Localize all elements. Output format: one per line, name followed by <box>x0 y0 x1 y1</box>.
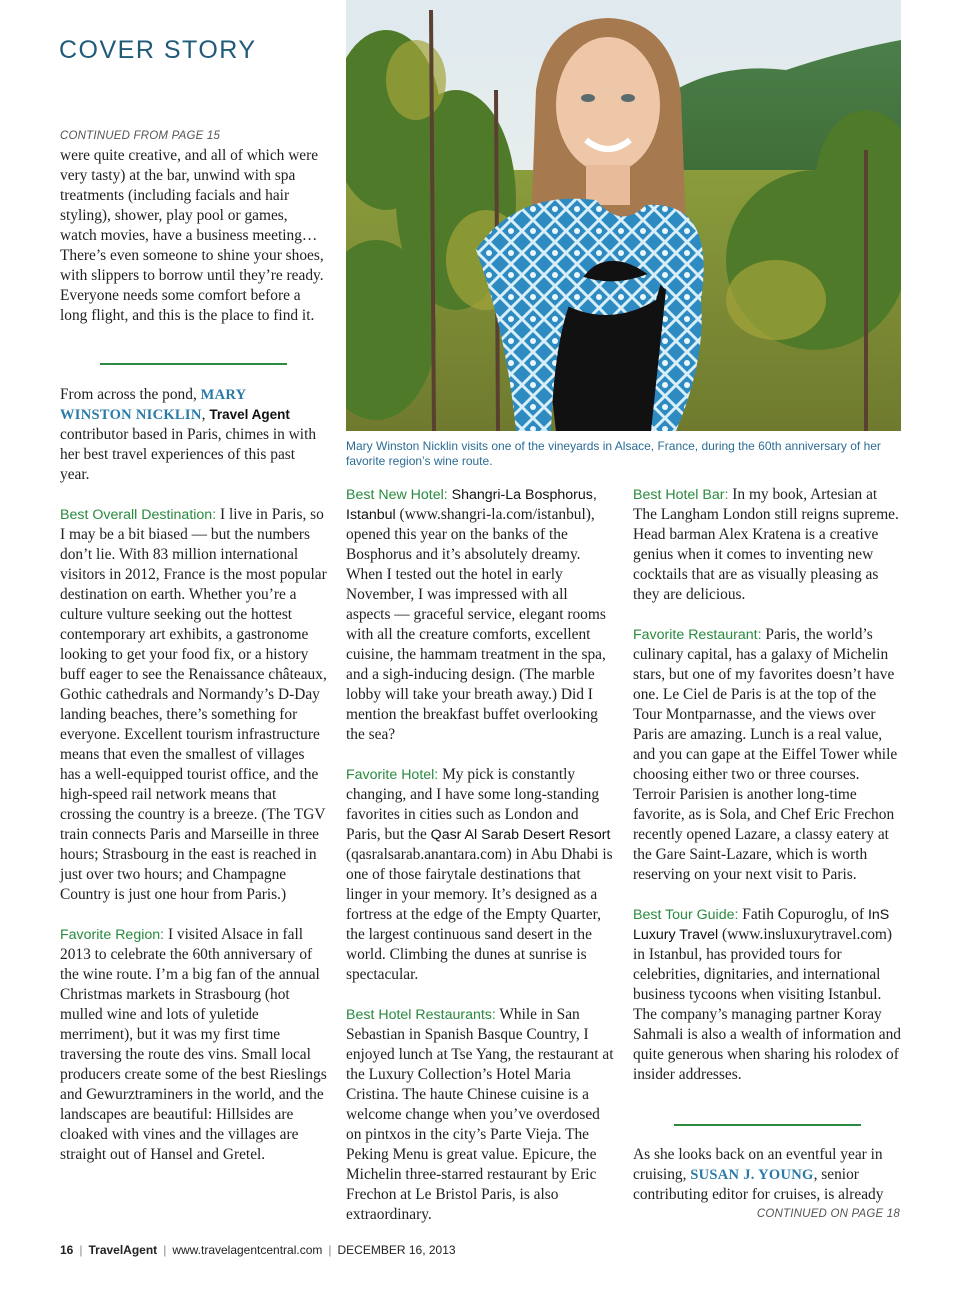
subhead: Best Hotel Bar: <box>633 487 729 503</box>
subhead: Best Hotel Restaurants: <box>346 1007 496 1023</box>
best-tour-guide: Best Tour Guide: Fatih Copuroglu, of InS Luxury Travel (www.insluxurytravel.com) in Istanbul, has provided tours for celebrities, dignitaries, and international business tycoons when visiting Istanbul. The company’s managing partner Koray Sahmali is also a wealth of information and quite generous when sharing his rolodex of insider addresses. <box>633 906 901 1083</box>
nicklin-intro: From across the pond, MARY WINSTON NICKLIN, Travel Agent contributor based in Paris, chimes in with her best travel experiences of this past year. <box>60 386 317 483</box>
subhead: Favorite Region: <box>60 927 165 943</box>
section-divider <box>100 363 287 365</box>
author-name: SUSAN J. YOUNG <box>690 1167 814 1183</box>
brand-name: Travel Agent <box>209 407 290 422</box>
best-hotel-bar: Best Hotel Bar: In my book, Artesian at The Langham London still reigns supreme. Head barman Alex Kratena is a creative genius when it comes to inventing new cocktails that are as visually pleasing as they are delicious. <box>633 486 899 603</box>
favorite-restaurant: Favorite Restaurant: Paris, the world’s culinary capital, has a galaxy of Michelin stars, but one of my favorites doesn’t have one. Le Ciel de Paris is at the top of the Tour Montparnasse, and the views over Paris are amazing. Lunch is a real value, and you can gape at the Eiffel Tower while choosing either two or three courses. Terroir Parisien is another long-time favorite, as is Sola, and Chef Eric Frechon recently opened Lazare, a classy eatery at the Gare Saint-Lazare, which is worth reserving on your next visit to Paris. <box>633 626 898 883</box>
middle-column <box>346 485 614 1225</box>
section-divider <box>674 1124 861 1126</box>
intro-paragraph: were quite creative, and all of which were very tasty) at the bar, unwind with spa treatments (including facials and hair styling), shower, play pool or games, watch movies, have a business meeting…There’s even someone to shine your shoes, with slippers to borrow until they’re ready. Everyone needs some comfort before a long flight, and this is the place to find it. <box>60 147 324 324</box>
left-column <box>60 126 328 326</box>
subhead: Best Tour Guide: <box>633 907 739 923</box>
subhead: Favorite Hotel: <box>346 767 439 783</box>
company-name: InS Luxury Travel <box>633 907 890 943</box>
subhead: Favorite Restaurant: <box>633 627 762 643</box>
young-intro: As she looks back on an eventful year in cruising, SUSAN J. YOUNG, senior contributing editor for cruises, is already <box>633 1146 884 1203</box>
best-new-hotel: Best New Hotel: Shangri-La Bosphorus, Istanbul (www.shangri-la.com/istanbul), opened this year on the banks of the Bosphorus and it’s absolutely dreamy. When I tested out the hotel in early November, I was impressed with all aspects — graceful service, elegant rooms with all the creature comforts, excellent cuisine, the hammam treatment in the spa, and a sigh-inducing design. (The marble lobby will take your breath away.) Did I mention the breakfast buffet overlooking the sea? <box>346 487 606 743</box>
hotel-name: Qasr Al Sarab Desert Resort <box>430 827 611 843</box>
continued-on-label: CONTINUED ON PAGE 18 <box>756 1208 900 1220</box>
hotel-name: Shangri-La Bosphorus, Istanbul <box>346 487 597 523</box>
favorite-region: Favorite Region: I visited Alsace in fall 2013 to celebrate the 60th anniversary of the wine route. I’m a big fan of the annual Christmas markets in Strasbourg (hot mulled wine and lots of yuletide merriment), but it was my first time traversing the route des vins. Small local producers create some of the best Rieslings and Gewurztraminers in the world, and the landscapes are beautiful: Hillsides are cloaked with vines and the villages are straight out of Hansel and Gretel. <box>60 926 327 1163</box>
cover-photo <box>346 0 901 431</box>
issue-date: DECEMBER 16, 2013 <box>337 1243 456 1257</box>
page-footer: 16 | TravelAgent | www.travelagentcentral.com | DECEMBER 16, 2013 <box>60 1243 456 1257</box>
author-name-line2: WINSTON NICKLIN <box>60 407 202 423</box>
page-number: 16 <box>60 1243 74 1257</box>
continued-from-label: CONTINUED FROM PAGE 15 <box>60 130 221 142</box>
right-column <box>633 485 901 1085</box>
subhead: Best Overall Destination: <box>60 507 217 523</box>
section-title: COVER STORY <box>59 36 257 64</box>
footer-brand: TravelAgent <box>88 1243 158 1257</box>
best-overall-destination: Best Overall Destination: I live in Paris, so I may be a bit biased — but the numbers don’t lie. With 83 million international visitors in 2012, France is the most popular destination on earth. Whether you’re a culture vulture seeking out the hottest contemporary art exhibits, a gastronome looking to get your food fix, or a history buff eager to see the Renaissance châteaux, Gothic cathedrals and Normandy’s D-Day landing beaches, there’s something for everyone. Excellent tourism infrastructure means that even the smallest of villages has a well-equipped tourist office, and the high-speed rail network means that crossing the country is a breeze. (The TGV train connects Paris and Marseille in three hours; Strasbourg in the east is reached in just over two hours; and Champagne Country is just one hour from Paris.) <box>60 506 327 903</box>
footer-url[interactable]: www.travelagentcentral.com <box>172 1243 323 1257</box>
author-name: MARY <box>200 387 247 403</box>
best-hotel-restaurants: Best Hotel Restaurants: While in San Sebastian in Spanish Basque Country, I enjoyed lunch at Tse Yang, the restaurant at the Luxury Collection’s Hotel Maria Cristina. The haute Chinese cuisine is a welcome change when you’ve overdosed on pintxos in the city’s Parte Vieja. The Peking Menu is great value. Epicure, the Michelin three-starred restaurant by Eric Frechon at Le Bristol Paris, is also extraordinary. <box>346 1006 614 1223</box>
photo-caption: Mary Winston Nicklin visits one of the vineyards in Alsace, France, during the 60th anniversary of her favorite region’s wine route. <box>346 439 881 468</box>
subhead: Best New Hotel: <box>346 487 448 503</box>
favorite-hotel: Favorite Hotel: My pick is constantly changing, and I have some long-standing favorites in cities such as London and Paris, but the Qasr Al Sarab Desert Resort (qasralsarab.anantara.com) in Abu Dhabi is one of those fairytale destinations that linger in your memory. It’s designed as a fortress at the edge of the Empty Quarter, the largest continuous sand desert in the world. Climbing the dunes at sunrise is spectacular. <box>346 766 613 983</box>
left-column-lower <box>60 385 328 1165</box>
